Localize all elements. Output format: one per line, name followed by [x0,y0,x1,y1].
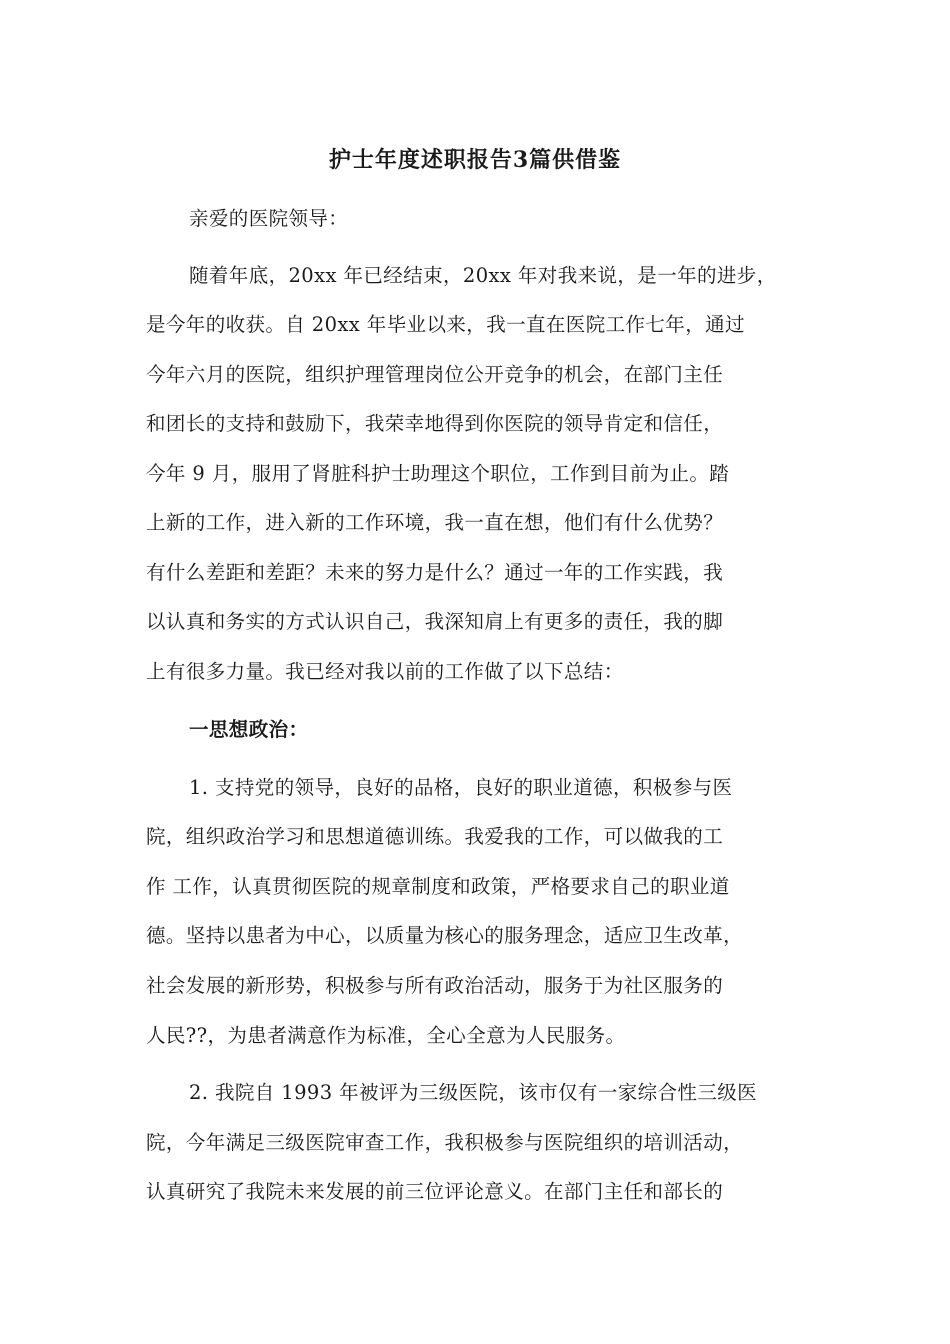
paragraph-line: 德。坚持以患者为中心，以质量为核心的服务理念，适应卫生改革， [146,924,744,947]
paragraph-line: 认真研究了我院未来发展的前三位评论意义。在部门主任和部长的 [146,1180,724,1203]
salutation: 亲爱的医院领导： [189,207,349,230]
paragraph-line: 院，组织政治学习和思想道德训练。我爱我的工作，可以做我的工 [146,825,724,848]
paragraph-line: 作 工作，认真贯彻医院的规章制度和政策，严格要求自己的职业道 [146,875,730,898]
paragraph-line: 是今年的收获。自 20xx 年毕业以来，我一直在医院工作七年，通过 [146,313,745,336]
paragraph-line: 和团长的支持和鼓励下，我荣幸地得到你医院的领导肯定和信任， [146,412,724,435]
paragraph-line: 上有很多力量。我已经对我以前的工作做了以下总结： [146,660,624,683]
paragraph-line: 1. 支持党的领导，良好的品格，良好的职业道德，积极参与医 [189,776,733,799]
paragraph-line: 社会发展的新形势，积极参与所有政治活动，服务于为社区服务的 [146,974,724,997]
paragraph-line: 2. 我院自 1993 年被评为三级医院，该市仅有一家综合性三级医 [189,1081,758,1104]
paragraph-line: 院，今年满足三级医院审查工作，我积极参与医院组织的培训活动， [146,1131,744,1154]
paragraph-line: 上新的工作，进入新的工作环境，我一直在想，他们有什么优势？ [146,511,724,534]
paragraph-line: 人民??，为患者满意作为标准，全心全意为人民服务。 [146,1024,626,1047]
section-heading: 一思想政治： [189,718,309,741]
paragraph-line: 今年 9 月，服用了肾脏科护士助理这个职位，工作到目前为止。踏 [146,462,730,485]
paragraph-line: 有什么差距和差距？未来的努力是什么？通过一年的工作实践，我 [146,561,724,584]
document-title: 护士年度述职报告3篇供借鉴 [328,147,622,173]
paragraph-line: 以认真和务实的方式认识自己，我深知肩上有更多的责任，我的脚 [146,610,724,633]
paragraph-line: 今年六月的医院，组织护理管理岗位公开竞争的机会，在部门主任 [146,363,724,386]
paragraph-line: 随着年底，20xx 年已经结束，20xx 年对我来说，是一年的进步， [189,264,777,287]
